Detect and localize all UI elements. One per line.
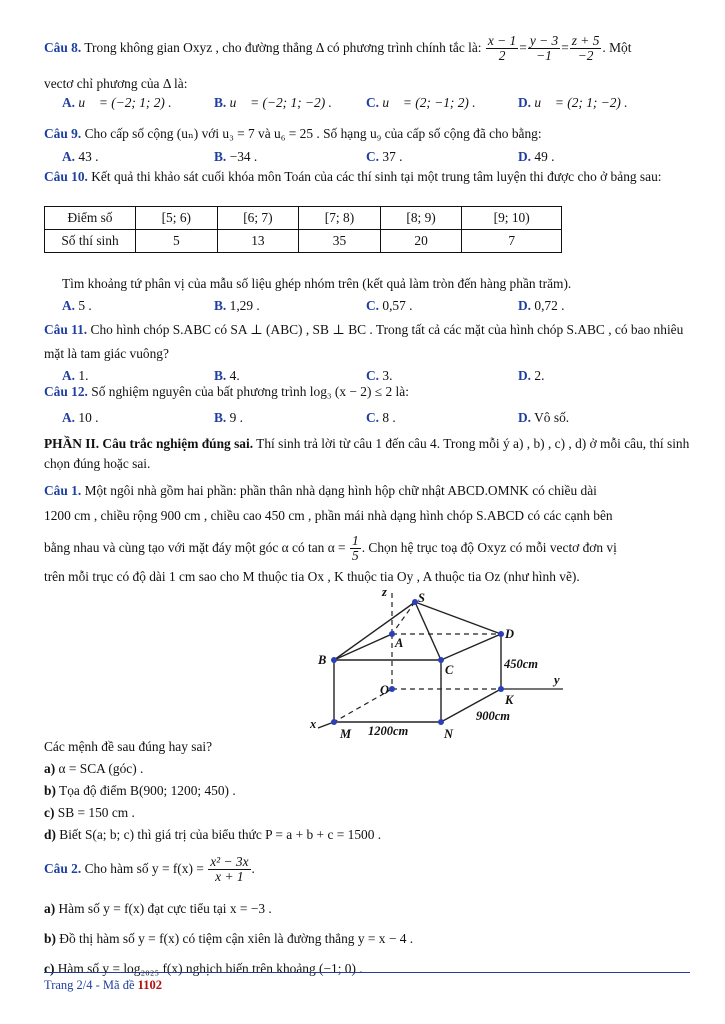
option-b[interactable]: B. u⃗ = (−2; 1; −2) .	[214, 95, 332, 110]
question-10-options	[44, 296, 690, 315]
option-c[interactable]: C. u⃗ = (2; −1; 2) .	[366, 95, 476, 110]
option-a[interactable]: A. 43 .	[62, 149, 99, 164]
label-o: O	[380, 683, 390, 697]
option-d[interactable]: D. 49 .	[518, 149, 555, 164]
question-8-text: Trong không gian Oxyz , cho đường thẳng Δ có phương trình chính tắc là:	[84, 40, 482, 55]
option-c[interactable]: C. 0,57 .	[366, 298, 413, 313]
statement-b[interactable]: b) Tọa độ điểm B(900; 1200; 450) .	[44, 783, 236, 798]
statement-a[interactable]: a) Hàm số y = f(x) đạt cực tiểu tại x = −3 .	[44, 901, 272, 916]
question-11: Câu 11. Cho hình chóp S.ABC có SA ⊥ (ABC) , SB ⊥ BC . Trong tất cả các mặt của hình chóp S.ABC , có bao nhiêu mặt là tam giác vuông? A. 1. B. 4. C. 3. D. 2.	[44, 318, 690, 385]
label-y: y	[554, 673, 560, 687]
question-12-options	[44, 408, 690, 427]
part-2-title: PHẦN II. Câu trắc nghiệm đúng sai.	[44, 436, 254, 451]
question-10: Câu 10. Kết quả thi khảo sát cuối khóa môn Toán của các thí sinh tại một trung tâm luyện thi được cho ở bảng sau:	[44, 169, 662, 184]
question-9: Câu 9. Cho cấp số cộng (uₙ) với u₃ = 7 và u₆ = 25 . Số hạng u₉ của cấp số cộng đã cho bằng: A. 43 . B. −34 . C. 37 . D. 49 .	[44, 124, 690, 166]
label-k: K	[505, 693, 514, 707]
dim-length: 1200cm	[368, 724, 409, 738]
option-d[interactable]: D. Vô số.	[518, 410, 570, 425]
statement-c[interactable]: c) Hàm số y = log₂₀₂₅ f(x) nghịch biến trên khoảng (−1; 0) .	[44, 961, 363, 976]
label-x: x	[310, 717, 317, 731]
dim-width: 900cm	[476, 709, 511, 723]
tan-fraction: $\frac{1}{5}$	[351, 533, 359, 564]
option-a[interactable]: A. u⃗ = (−2; 1; 2) .	[62, 95, 172, 110]
part2-question-2: Câu 2. Cho hàm số y = f(x) = $\frac{\text{x² − 3x}}{x + 1}$ . a) Hàm số y = f(x) đạt cực tiểu tại x = −3 . b) Đồ thị hàm số y = f(x) có tiệm cận xiên là đường thẳng y = x − 4 . c) Hàm số y = log₂₀₂₅ f(x) nghịch biến trên khoảng (−1; 0) .	[44, 852, 690, 984]
part-2-header	[44, 434, 690, 474]
option-b[interactable]: B. 1,29 .	[214, 298, 260, 313]
question-10-text: Kết quả thi khảo sát cuối khóa môn Toán của các thí sinh tại một trung tâm luyện thi được cho ở bảng sau:	[91, 169, 662, 184]
question-9-options	[44, 147, 690, 166]
statement-c[interactable]: c) SB = 150 cm .	[44, 805, 135, 820]
option-a[interactable]: A. 5 .	[62, 298, 92, 313]
label-b: B	[318, 653, 327, 667]
dim-height: 450cm	[504, 657, 539, 671]
question-8-label: Câu 8.	[44, 40, 82, 55]
statement-b[interactable]: b) Đồ thị hàm số y = f(x) có tiệm cận xiên là đường thẳng y = x − 4 .	[44, 931, 414, 946]
page-footer: Trang 2/4 - Mã đề 1102	[44, 972, 690, 993]
function-fraction: $\frac{\text{x² − 3x}}{x + 1}$	[210, 854, 249, 885]
question-8-options	[44, 93, 690, 112]
statement-a[interactable]: a) α = SCA (góc) .	[44, 761, 144, 776]
part2-question-1-statements: Các mệnh đề sau đúng hay sai? a) α = SCA (góc) . b) Tọa độ điểm B(900; 1200; 450) . c) SB = 150 cm . d) Biết S(a; b; c) thì giá trị của biểu thức P = a + b + c = 1500 .	[44, 736, 690, 846]
question-12-text: Số nghiệm nguyên của bất phương trình log₃ (x − 2) ≤ 2 là:	[91, 384, 409, 399]
question-9-text: Cho cấp số cộng (uₙ) với u₃ = 7 và u₆ = 25 . Số hạng u₉ của cấp số cộng đã cho bằng:	[84, 126, 542, 141]
question-10-ask: Tìm khoảng tứ phân vị của mẫu số liệu ghép nhóm trên (kết quả làm tròn đến hàng phần trăm). A. 5 . B. 1,29 . C. 0,57 . D. 0,72 .	[44, 274, 690, 315]
label-m: M	[340, 727, 352, 738]
eq-frac-z: $\frac{z + 5}{-2}$	[571, 33, 600, 64]
part-2-instructions: Thí sinh trả lời từ câu 1 đến câu 4. Trong mỗi ý a) , b) , c) , d) ở mỗi câu, thí sinh chọn đúng hoặc sai.	[44, 436, 690, 471]
question-11-text: Cho hình chóp S.ABC có SA ⊥ (ABC) , SB ⊥ BC . Trong tất cả các mặt của hình chóp S.ABC , có bao nhiêu mặt là tam giác vuông?	[44, 322, 684, 361]
question-8-text-2: vectơ chỉ phương của Δ là:	[44, 76, 188, 91]
option-d[interactable]: D. 2.	[518, 368, 545, 383]
part2-question-1: Câu 1. Một ngôi nhà gồm hai phần: phần thân nhà dạng hình hộp chữ nhật ABCD.OMNK có chiều dài 1200 cm , chiều rộng 900 cm , chiều cao 450 cm , phần mái nhà dạng hình chóp S.ABCD có các cạnh bên bằng nhau và cùng tạo với mặt đáy một góc α có tan α = $\frac{1}{5}$ . Chọn hệ trục toạ độ Oxyz có mỗi vectơ đơn vị trên mỗi trục có độ dài 1 cm sao cho M thuộc tia Ox , K thuộc tia Oy , A thuộc tia Oz (như hình vẽ).	[44, 483, 617, 584]
option-c[interactable]: C. 8 .	[366, 410, 396, 425]
option-c[interactable]: C. 3.	[366, 368, 393, 383]
option-d[interactable]: D. u⃗ = (2; 1; −2) .	[518, 95, 628, 110]
eq-frac-x: $\frac{x - 1}{2}$	[487, 33, 517, 64]
table-row: Số thí sinh 5 13 35 20 7	[45, 230, 562, 253]
option-b[interactable]: B. 9 .	[214, 410, 244, 425]
label-n: N	[444, 727, 454, 738]
score-table	[44, 206, 562, 253]
option-b[interactable]: B. −34 .	[214, 149, 258, 164]
figure-points	[331, 599, 504, 725]
house-figure	[308, 588, 608, 738]
label-c: C	[445, 663, 454, 677]
table-row: Điểm số [5; 6) [6; 7) [7; 8) [8; 9) [9; 10)	[45, 207, 562, 230]
statement-d[interactable]: d) Biết S(a; b; c) thì giá trị của biểu thức P = a + b + c = 1500 .	[44, 827, 382, 842]
eq-frac-y: $\frac{y - 3}{-1}$	[529, 33, 559, 64]
option-c[interactable]: C. 37 .	[366, 149, 403, 164]
question-12: Câu 12. Số nghiệm nguyên của bất phương trình log₃ (x − 2) ≤ 2 là: A. 10 . B. 9 . C. 8 . D. Vô số.	[44, 382, 690, 427]
label-z: z	[382, 588, 387, 599]
option-a[interactable]: A. 10 .	[62, 410, 99, 425]
option-a[interactable]: A. 1.	[62, 368, 89, 383]
label-s: S	[418, 591, 425, 605]
label-a: A	[395, 636, 404, 650]
exam-code: 1102	[137, 978, 162, 992]
option-b[interactable]: B. 4.	[214, 368, 240, 383]
question-8: Câu 8. Trong không gian Oxyz , cho đường thẳng Δ có phương trình chính tắc là: $\frac{x - 1}{2}$ = $\frac{y - 3}{-1}$ = $\frac{z + 5}{-2}$ . Một vectơ chỉ phương của Δ là: A. u⃗ = (−2; 1; 2) . B. u⃗ = (−2; 1; −2) . C. u⃗ = (2; −1; 2) . D. u⃗ = (2; 1; −2) .	[44, 34, 690, 112]
option-d[interactable]: D. 0,72 .	[518, 298, 565, 313]
label-d: D	[505, 627, 515, 641]
